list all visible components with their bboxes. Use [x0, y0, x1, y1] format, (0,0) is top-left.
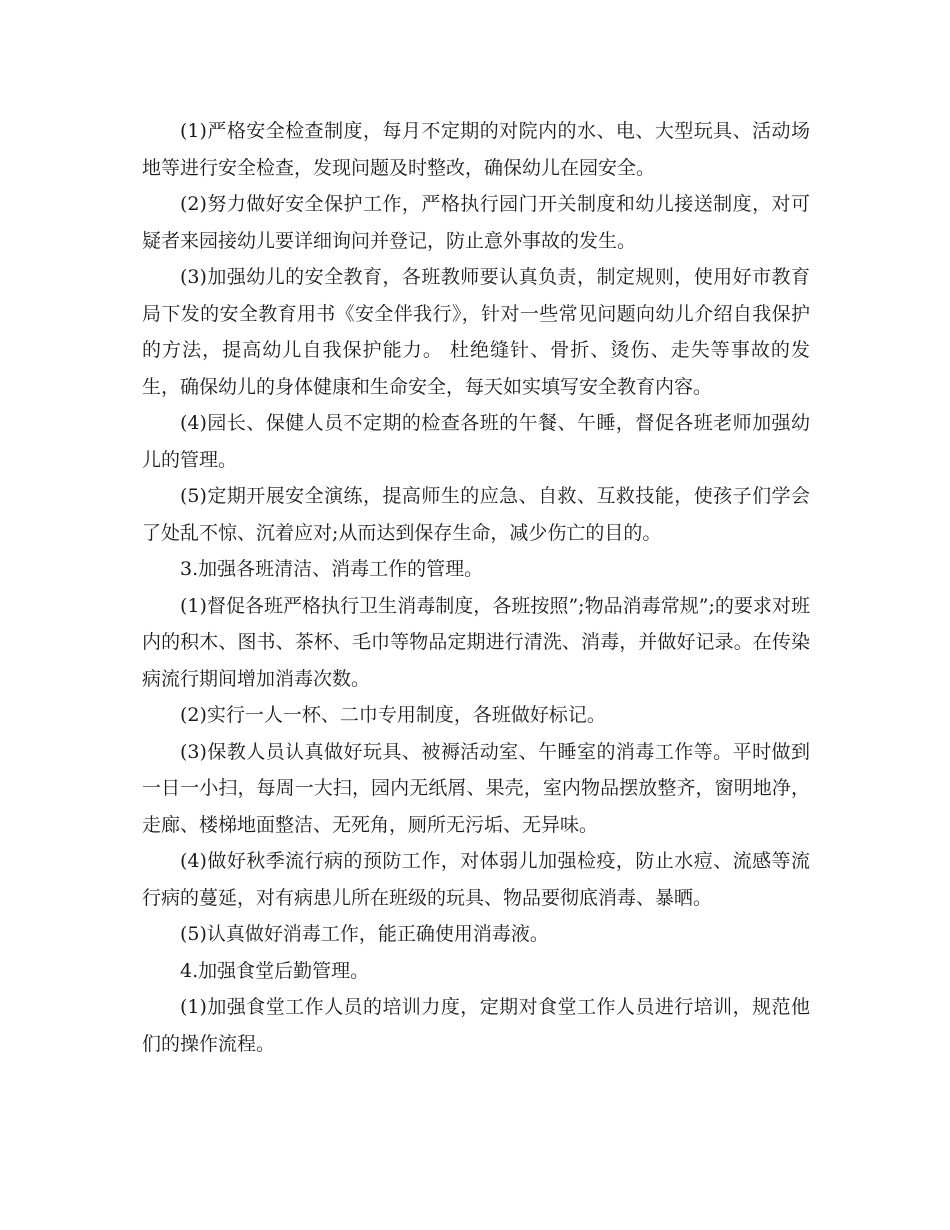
- section-heading: 3.加强各班清洁、消毒工作的管理。: [180, 558, 484, 580]
- paragraph: (1)督促各班严格执行卫生消毒制度，各班按照”;物品消毒常规”;的要求对班内的积木、图书、茶杯、毛巾等物品定期进行清洗、消毒，并做好记录。在传染病流行期间增加消毒次数。: [142, 594, 810, 690]
- section-heading: 4.加强食堂后勤管理。: [180, 959, 370, 982]
- paragraph: (4)园长、保健人员不定期的检查各班的午餐、午睡，督促各班老师加强幼儿的管理。: [142, 412, 810, 471]
- paragraph: (1)严格安全检查制度，每月不定期的对院内的水、电、大型玩具、活动场地等进行安全检查，发现问题及时整改，确保幼儿在园安全。: [142, 120, 810, 179]
- paragraph: (5)认真做好消毒工作，能正确使用消毒液。: [180, 923, 549, 945]
- paragraph: (2)实行一人一杯、二巾专用制度，各班做好标记。: [180, 704, 606, 726]
- paragraph: (4)做好秋季流行病的预防工作，对体弱儿加强检疫，防止水痘、流感等流行病的蔓延，对有病患儿所在班级的玩具、物品要彻底消毒、暴晒。: [142, 850, 810, 909]
- paragraph: (3)加强幼儿的安全教育，各班教师要认真负责，制定规则，使用好市教育局下发的安全教育用书《安全伴我行》，针对一些常见问题向幼儿介绍自我保护的方法，提高幼儿自我保护能力。 杜绝缝针、骨折、烫伤、走失等事故的发生，确保幼儿的身体健康和生命安全，每天如实填写安全教育内容。: [142, 266, 810, 398]
- document-body: [142, 113, 810, 1062]
- paragraph: (2)努力做好安全保护工作，严格执行园门开关制度和幼儿接送制度，对可疑者来园接幼儿要详细询问并登记，防止意外事故的发生。: [142, 193, 810, 252]
- paragraph: (5)定期开展安全演练，提高师生的应急、自救、互救技能，使孩子们学会了处乱不惊、沉着应对;从而达到保存生命，减少伤亡的目的。: [142, 485, 810, 544]
- paragraph: (3)保教人员认真做好玩具、被褥活动室、午睡室的消毒工作等。平时做到一日一小扫，每周一大扫，园内无纸屑、果壳，室内物品摆放整齐，窗明地净，走廊、楼梯地面整洁、无死角，厕所无污垢、无异味。: [142, 740, 810, 836]
- paragraph: (1)加强食堂工作人员的培训力度，定期对食堂工作人员进行培训，规范他们的操作流程。: [142, 996, 810, 1055]
